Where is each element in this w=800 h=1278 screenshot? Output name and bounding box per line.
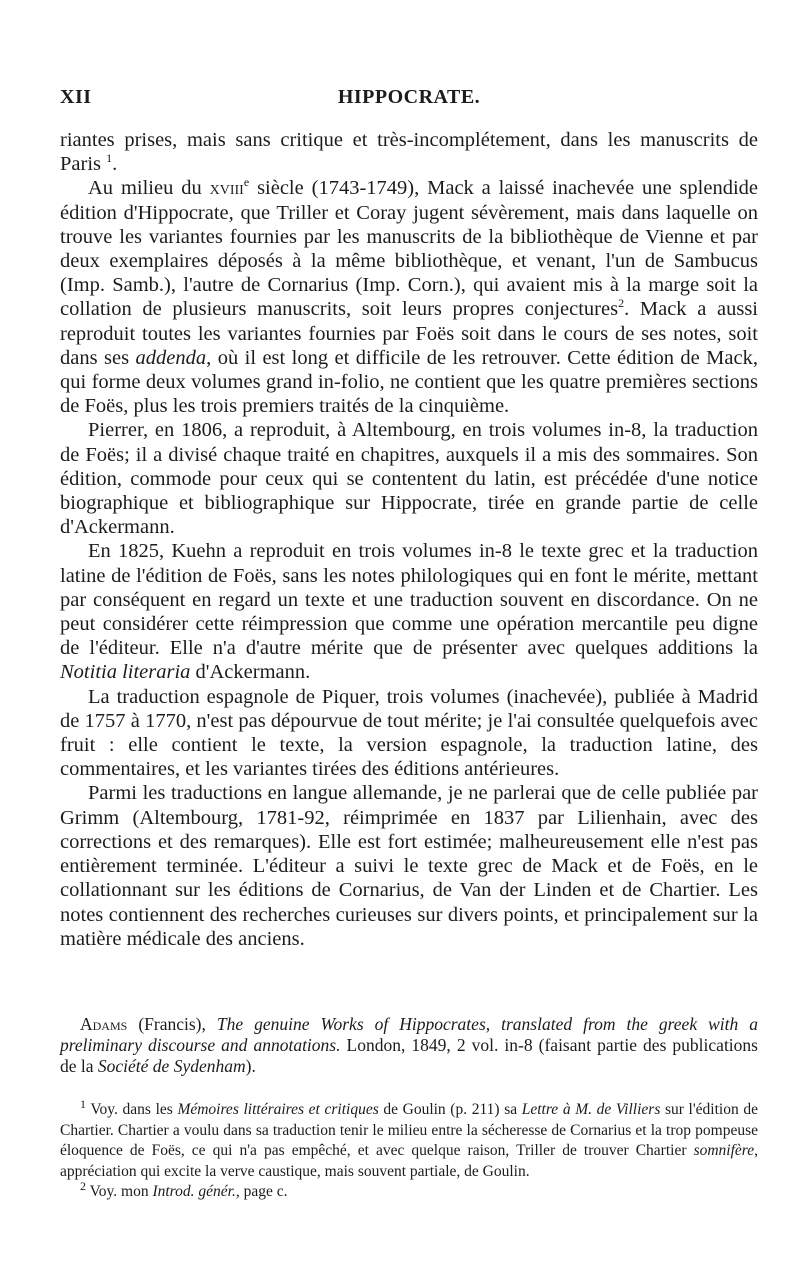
running-title: HIPPOCRATE. bbox=[337, 86, 481, 108]
footnote-ref-2[interactable]: 2 bbox=[618, 296, 625, 311]
paragraph-4: En 1825, Kuehn a reproduit en trois volumes in-8 le texte grec et la traduction latine de l'édition de Foës, sans les notes philologiques qui en font le mérite, mettant par conséquent en regard un texte et une traduction souvent en discordance. On ne peut considérer cette réimpression que comme une opération mercantile peu digne de l'éditeur. Elle n'a d'autre mérite que de présenter avec quelques additions la Notitia literaria d'Ackermann. bbox=[60, 540, 758, 684]
bibliographic-reference: Adams (Francis), The genuine Works of Hippocrates, translated from the greek with a preliminary discourse and annotations. London, 1849, 2 vol. in-8 (faisant partie des publications de la Société de Sydenham). bbox=[60, 1014, 758, 1076]
footnotes bbox=[60, 1096, 758, 1203]
running-head bbox=[60, 86, 758, 109]
paragraph-5: La traduction espagnole de Piquer, trois volumes (inachevée), publiée à Madrid de 1757 à 1770, n'est pas dépourvue de tout mérite; je l'ai consultée quelquefois avec fruit : elle contient le texte, la version espagnole, la traduction latine, des commentaires, et les variantes tirées des éditions antérieures. bbox=[60, 685, 758, 781]
main-text bbox=[60, 128, 758, 951]
paragraph-1: riantes prises, mais sans critique et très-incomplétement, dans les manuscrits de Paris $^1$. bbox=[60, 129, 758, 176]
paragraph-6: Parmi les traductions en langue allemande, je ne parlerai que de celle publiée par Grimm (Altembourg, 1781-92, réimprimée en 1837 par Lilienhain, avec des corrections et des remarques). Elle est fort estimée; malheureusement elle n'est pas entièrement terminée. L'éditeur a suivi le texte grec de Mack et de Foës, en le collationnant sur les éditions de Cornarius, de Van der Linden et de Chartier. Les notes contiennent des recherches curieuses sur divers points, et principalement sur la matière médicale des anciens. bbox=[60, 782, 758, 950]
page-number: XII bbox=[60, 86, 92, 108]
footnote-1: $^1$ Voy. dans les Mémoires littéraires et critiques de Goulin (p. 211) sa Lettre à M. de Villiers sur l'édition de Chartier. Chartier a voulu dans sa traduction tenir le milieu entre la sécheresse de Cornarius et la trop pompeuse éloquence de Foës, ce qui n'a pas empêché, et avec quelque raison, Triller de trouver Chartier somnifère, appréciation qui excite la verve caustique, mais souvent partiale, de Goulin. bbox=[60, 1096, 758, 1180]
footnote-ref-1[interactable]: 1 bbox=[106, 151, 113, 166]
reference-title: The genuine Works of Hippocrates, translated from the greek with a preliminary discourse and annotations. bbox=[60, 1014, 758, 1055]
footnote-2: $^2$ Voy. mon Introd. génér., page c. bbox=[80, 1178, 288, 1200]
paragraph-2: Au milieu du xviii$^e$ siècle (1743-1749), Mack a laissé inachevée une splendide édition d'Hippocrate, que Triller et Coray jugent sévèrement, mais dans laquelle on trouve les variantes fournies par les manuscrits de la bibliothèque de Vienne et par deux exemplaires déposés à la même bibliothèque, et venant, l'un de Sambucus (Imp. Samb.), l'autre de Cornarius (Imp. Corn.), qui avaient mis à la marge soit la collation de plusieurs manuscrits, soit leurs propres conjectures$^2$. Mack a aussi reproduit toutes les variantes fournies par Foës soit dans le cours de ses notes, soit dans ses addenda, où il est long et difficile de les retrouver. Cette édition de Mack, qui forme deux volumes grand in-folio, ne contient que les quatre premières sections de Foës, plus les trois premiers traités de la cinquième. bbox=[60, 175, 759, 418]
paragraph-3: Pierrer, en 1806, a reproduit, à Altembourg, en trois volumes in-8, la traduction de Foës; il a divisé chaque traité en chapitres, auxquels il a mis des sommaires. Son édition, commode pour ceux qui se contentent du latin, est précédée d'une notice biographique et bibliographique sur Hippocrate, tirée en grande partie de celle d'Ackermann. bbox=[60, 419, 758, 539]
reference-author: Adams bbox=[80, 1014, 128, 1034]
